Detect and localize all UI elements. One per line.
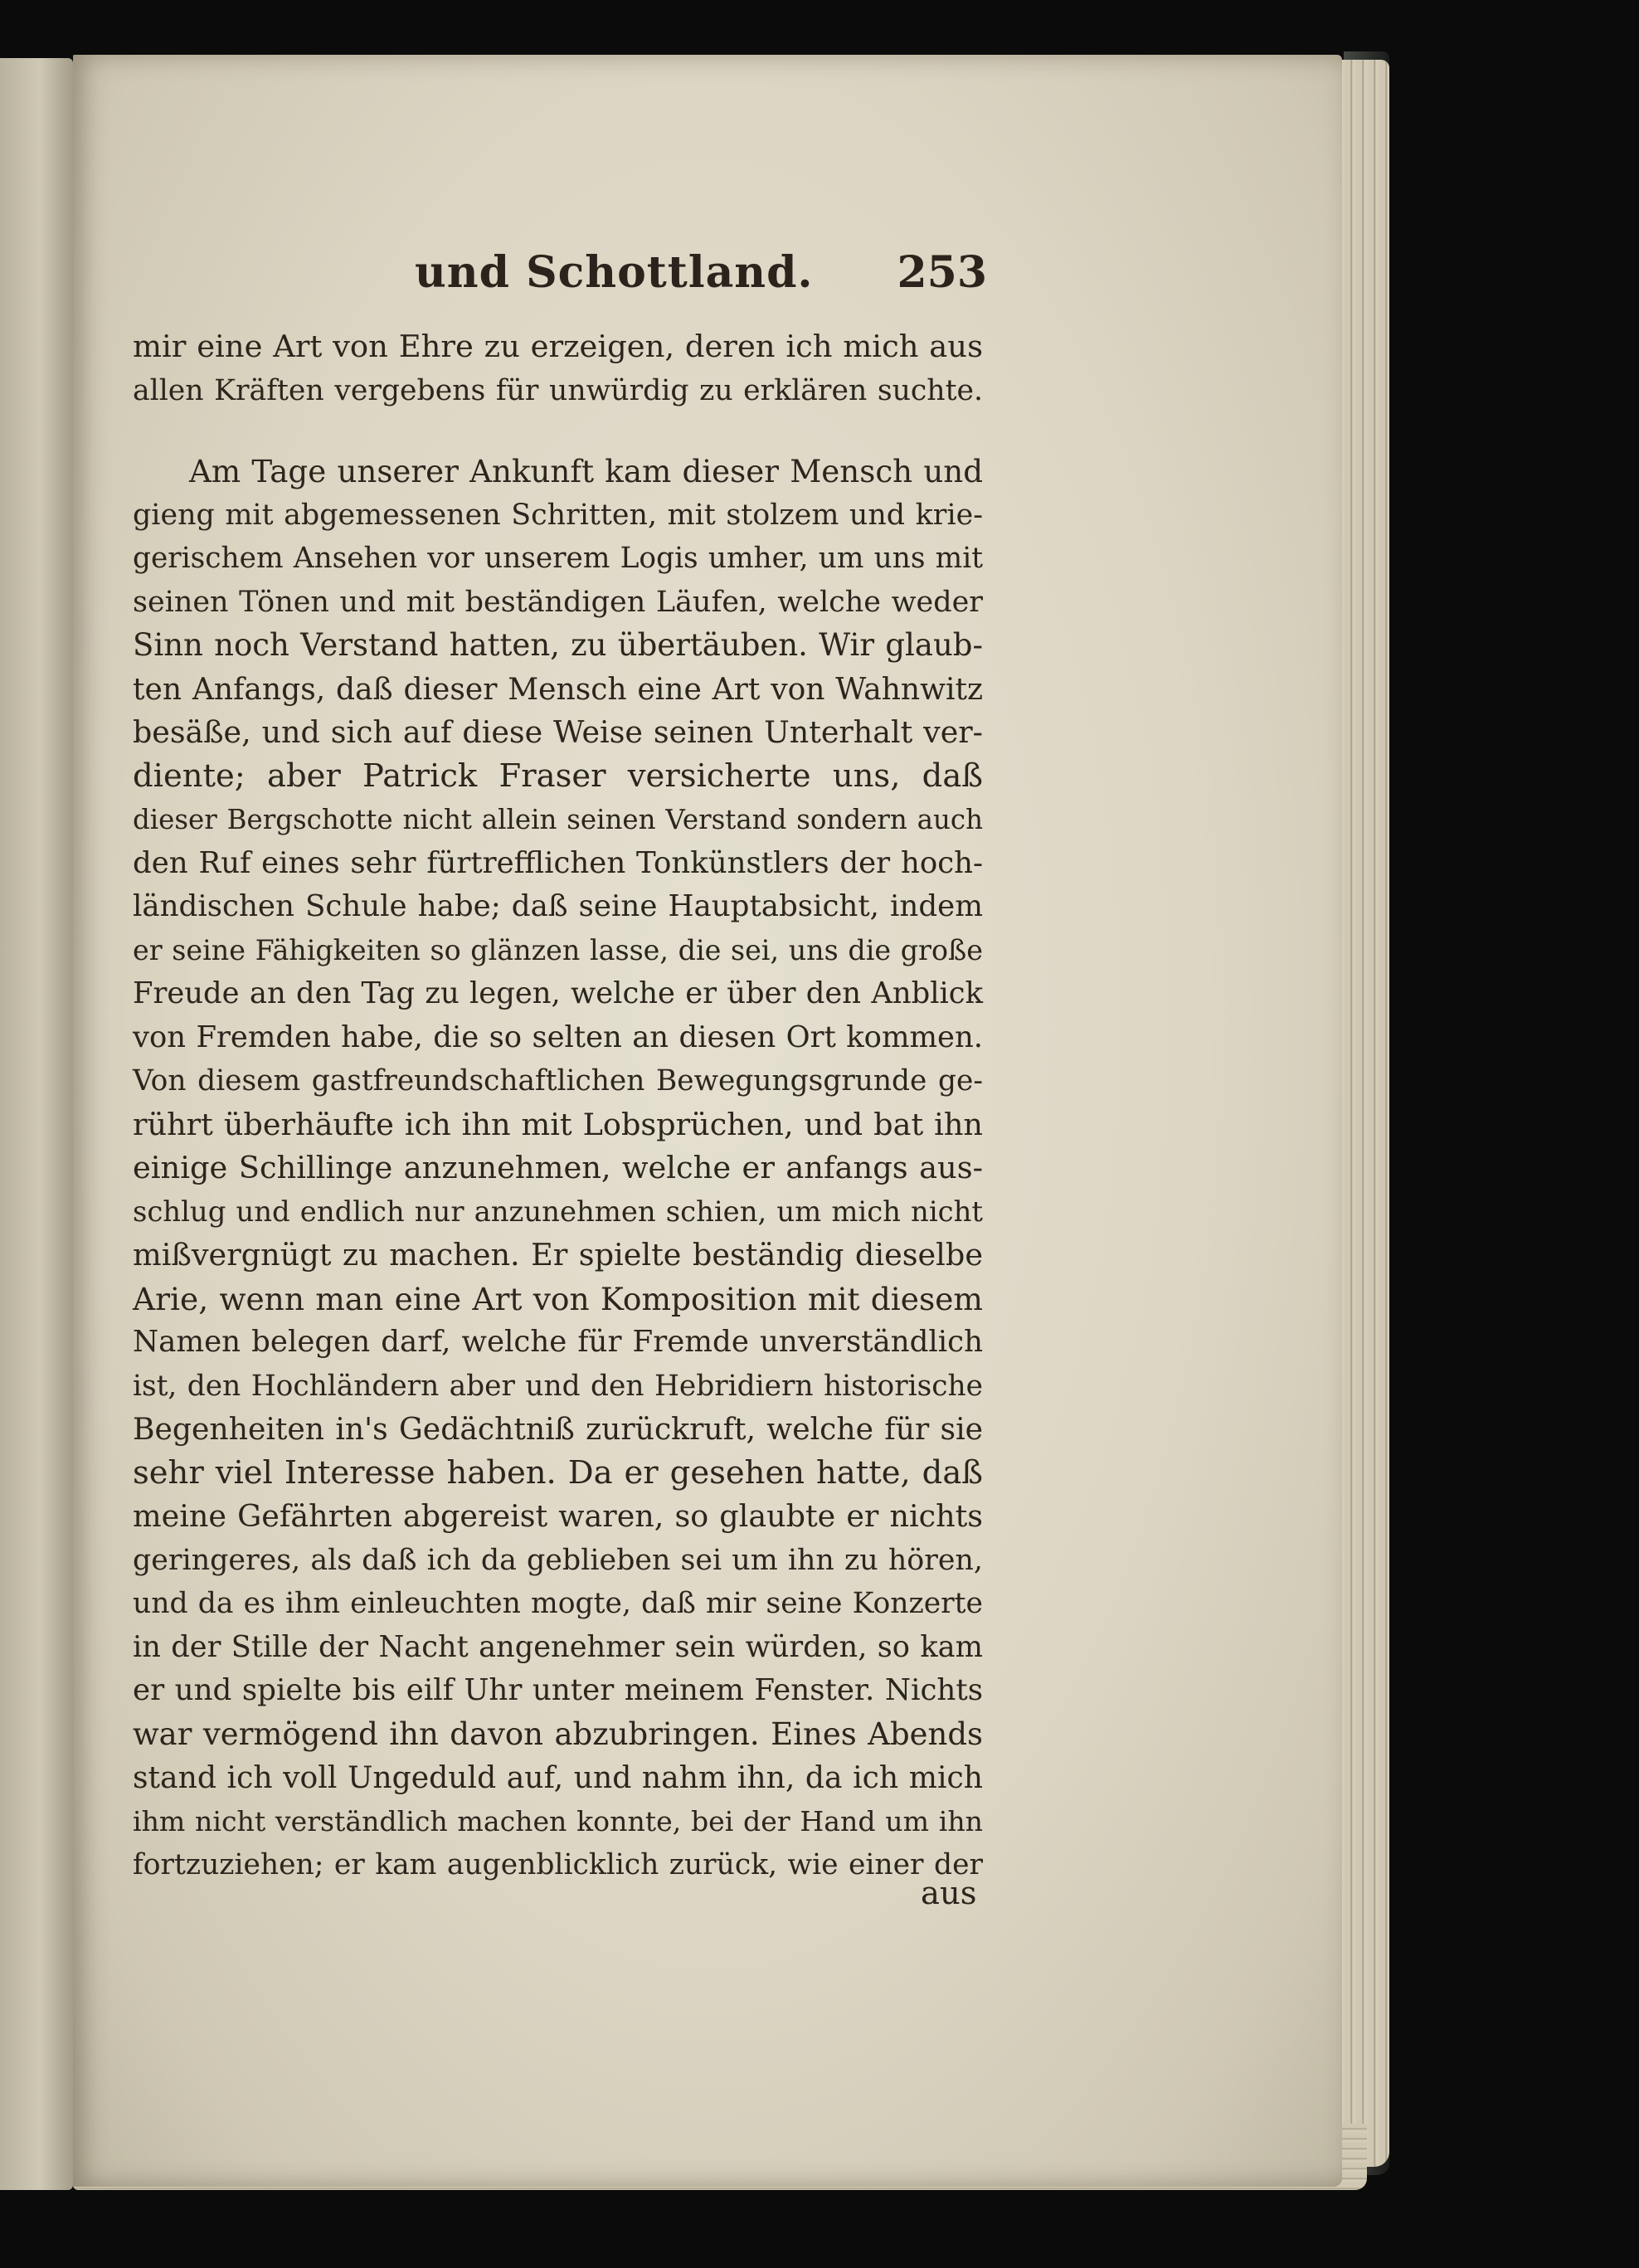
- text-line: Am Tage unserer Ankunft kam dieser Mensch und: [189, 453, 983, 489]
- paragraph: [133, 450, 983, 1887]
- text-line: diente; aber Patrick Fraser versicherte uns, daß: [133, 757, 983, 795]
- catchword: aus: [921, 1875, 977, 1912]
- text-line: er seine Fähigkeiten so glänzen lasse, die sei, uns die große: [133, 933, 983, 966]
- text-line: dieser Bergschotte nicht allein seinen Verstand sondern auch: [133, 804, 983, 835]
- text-line: seinen Tönen und mit beständigen Läufen, welche weder: [133, 585, 983, 619]
- text-line: allen Kräften vergebens für unwürdig zu erklären suchte.: [133, 373, 983, 407]
- text-line: mir eine Art von Ehre zu erzeigen, deren ich mich aus: [133, 329, 983, 364]
- text-line: gerischem Ansehen vor unserem Logis umher, um uns mit: [133, 542, 983, 575]
- text-line: stand ich voll Ungeduld auf, und nahm ihn, da ich mich: [133, 1759, 983, 1795]
- paragraph: [133, 325, 983, 412]
- running-header: [332, 237, 987, 304]
- text-line: meine Gefährten abgereist waren, so glaubte er nichts: [133, 1498, 983, 1534]
- text-line: geringeres, als daß ich da geblieben sei um ihn zu hören,: [133, 1543, 983, 1577]
- text-line: ihm nicht verständlich machen konnte, bei der Hand um ihn: [133, 1804, 983, 1837]
- running-title: und Schottland.: [415, 247, 814, 298]
- text-line: Namen belegen darf, welche für Fremde unverständlich: [133, 1325, 983, 1359]
- text-line: war vermögend ihn davon abzubringen. Eines Abends: [133, 1716, 983, 1752]
- page-number: 253: [897, 247, 987, 298]
- text-line: in der Stille der Nacht angenehmer sein würden, so kam: [133, 1629, 983, 1664]
- text-line: schlug und endlich nur anzunehmen schien, um mich nicht: [133, 1195, 983, 1228]
- text-line: einige Schillinge anzunehmen, welche er anfangs aus-: [133, 1150, 983, 1185]
- text-line: Von diesem gastfreundschaftlichen Bewegungsgrunde ge-: [133, 1064, 983, 1097]
- text-line: sehr viel Interesse haben. Da er gesehen hatte, daß: [133, 1453, 983, 1492]
- text-line: und da es ihm einleuchten mogte, daß mir seine Konzerte: [133, 1587, 983, 1620]
- facing-page-edge: [0, 58, 73, 2190]
- text-line: gieng mit abgemessenen Schritten, mit stolzem und krie-: [133, 498, 983, 532]
- text-line: Sinn noch Verstand hatten, zu übertäuben. Wir glaub-: [133, 627, 983, 663]
- text-line: ist, den Hochländern aber und den Hebridiern historische: [133, 1369, 983, 1403]
- text-line: rührt überhäufte ich ihn mit Lobsprüchen, und bat ihn: [133, 1106, 983, 1142]
- text-line: ten Anfangs, daß dieser Mensch eine Art von Wahnwitz: [133, 671, 983, 707]
- text-line: Begenheiten in's Gedächtniß zurückruft, welche für sie: [133, 1411, 983, 1447]
- text-line: ländischen Schule habe; daß seine Hauptabsicht, indem: [133, 889, 983, 923]
- text-line: fortzuziehen; er kam augenblicklich zurück, wie einer der: [133, 1848, 983, 1881]
- text-line: besäße, und sich auf diese Weise seinen Unterhalt ver-: [133, 714, 983, 750]
- body-text: [133, 325, 983, 1887]
- text-line: mißvergnügt zu machen. Er spielte beständig dieselbe: [133, 1237, 983, 1273]
- text-line: Freude an den Tag zu legen, welche er über den Anblick: [133, 976, 983, 1010]
- text-line: von Fremden habe, die so selten an diesen Ort kommen.: [133, 1020, 983, 1054]
- text-line: den Ruf eines sehr fürtrefflichen Tonkünstlers der hoch-: [133, 845, 983, 880]
- text-line: Arie, wenn man eine Art von Komposition mit diesem: [133, 1280, 983, 1317]
- text-line: er und spielte bis eilf Uhr unter meinem Fenster. Nichts: [133, 1673, 983, 1707]
